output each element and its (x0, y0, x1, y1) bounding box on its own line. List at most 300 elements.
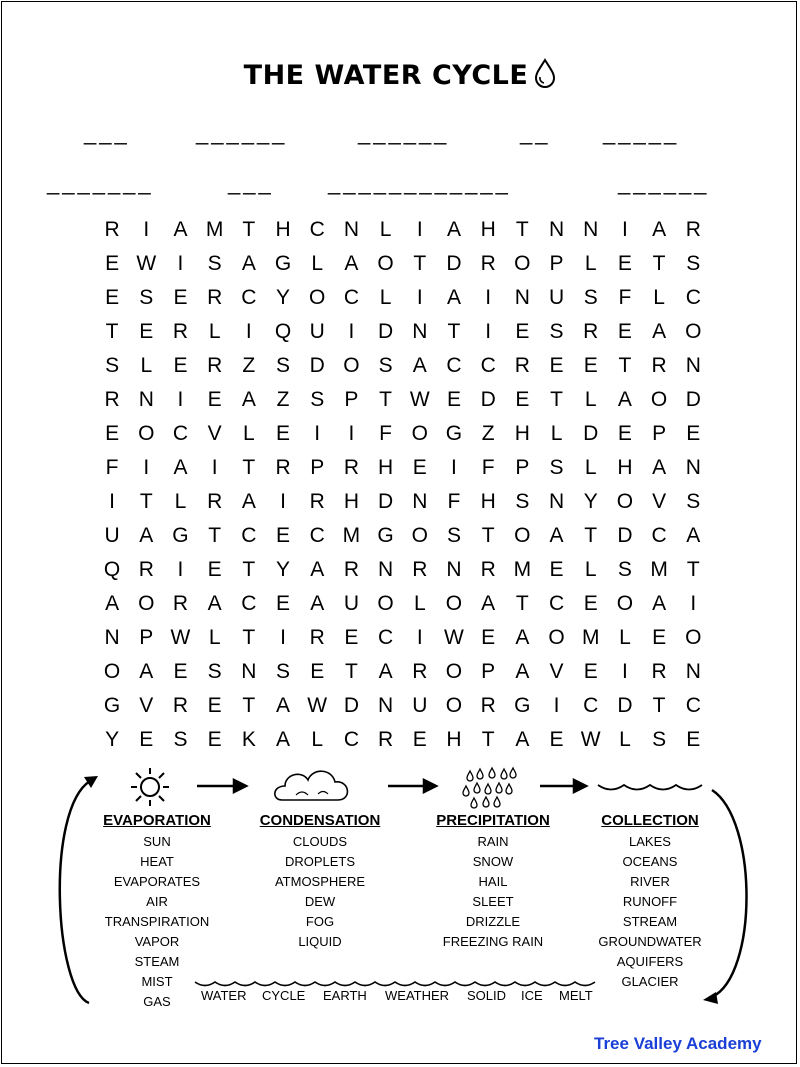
grid-letter[interactable]: Z (481, 422, 495, 445)
grid-letter[interactable]: D (617, 524, 633, 547)
grid-letter[interactable]: E (412, 728, 427, 751)
grid-letter[interactable]: O (411, 422, 428, 445)
grid-letter[interactable]: S (207, 252, 222, 275)
grid-letter[interactable]: C (172, 422, 189, 445)
grid-letter[interactable]: R (138, 558, 154, 581)
grid-letter[interactable]: T (686, 558, 700, 581)
grid-letter[interactable]: I (416, 286, 423, 309)
grid-letter[interactable]: E (583, 354, 598, 377)
grid-letter[interactable]: W (170, 626, 191, 649)
grid-letter[interactable]: N (685, 354, 701, 377)
grid-letter[interactable]: A (344, 252, 359, 275)
grid-letter[interactable]: C (583, 694, 599, 717)
grid-letter[interactable]: A (686, 524, 701, 547)
grid-letter[interactable]: T (652, 252, 666, 275)
blank[interactable]: _______ (47, 170, 154, 195)
grid-letter[interactable]: N (138, 388, 154, 411)
grid-letter[interactable]: P (652, 422, 667, 445)
grid-letter[interactable]: E (173, 660, 188, 683)
grid-letter[interactable]: L (243, 422, 255, 445)
grid-letter[interactable]: S (515, 490, 530, 513)
grid-letter[interactable]: R (480, 694, 496, 717)
grid-letter[interactable]: E (207, 558, 222, 581)
grid-letter[interactable]: G (377, 524, 394, 547)
grid-letter[interactable]: L (379, 218, 392, 241)
grid-letter[interactable]: O (616, 592, 634, 615)
grid-letter[interactable]: P (139, 626, 154, 649)
grid-letter[interactable]: C (480, 354, 496, 377)
grid-letter[interactable]: E (105, 286, 120, 309)
grid-letter[interactable]: L (550, 422, 563, 445)
grid-letter[interactable]: T (447, 320, 461, 343)
grid-letter[interactable]: E (173, 286, 188, 309)
grid-letter[interactable]: E (583, 660, 598, 683)
grid-letter[interactable]: D (685, 388, 701, 411)
grid-letter[interactable]: R (207, 354, 223, 377)
grid-letter[interactable]: C (241, 592, 257, 615)
grid-letter[interactable]: I (280, 490, 286, 513)
grid-letter[interactable]: T (139, 490, 153, 513)
blank[interactable]: ___ (228, 170, 274, 195)
grid-letter[interactable]: D (617, 694, 633, 717)
grid-letter[interactable]: A (207, 592, 222, 615)
grid-letter[interactable]: I (690, 592, 697, 615)
grid-letter[interactable]: D (446, 252, 462, 275)
grid-letter[interactable]: R (651, 660, 667, 683)
grid-letter[interactable]: T (515, 592, 529, 615)
grid-letter[interactable]: U (104, 524, 120, 547)
grid-letter[interactable]: R (480, 252, 496, 275)
grid-letter[interactable]: C (685, 286, 701, 309)
grid-letter[interactable]: N (514, 286, 530, 309)
grid-letter[interactable]: L (619, 728, 631, 751)
grid-letter[interactable]: A (310, 558, 325, 581)
blank[interactable]: ___ (84, 120, 130, 145)
blank[interactable]: ______ (358, 120, 450, 145)
grid-letter[interactable]: L (584, 456, 597, 479)
grid-letter[interactable]: M (650, 558, 668, 581)
grid-letter[interactable]: L (208, 320, 221, 343)
grid-letter[interactable]: N (412, 490, 428, 513)
grid-letter[interactable]: S (549, 456, 564, 479)
grid-letter[interactable]: O (103, 660, 121, 683)
grid-letter[interactable]: O (616, 490, 634, 513)
grid-letter[interactable]: R (343, 456, 359, 479)
grid-letter[interactable]: E (617, 252, 632, 275)
grid-letter[interactable]: A (276, 694, 291, 717)
grid-letter[interactable]: E (583, 592, 598, 615)
grid-letter[interactable]: H (275, 218, 291, 241)
grid-letter[interactable]: A (652, 320, 667, 343)
grid-letter[interactable]: T (242, 456, 256, 479)
word: LIQUID (298, 934, 342, 949)
grid-letter[interactable]: M (205, 218, 224, 241)
grid-letter[interactable]: H (446, 728, 462, 751)
grid-letter[interactable]: S (276, 354, 291, 377)
grid-letter[interactable]: Y (583, 490, 598, 513)
grid-letter[interactable]: S (173, 728, 188, 751)
grid-letter[interactable]: R (583, 320, 599, 343)
grid-letter[interactable]: C (685, 694, 701, 717)
grid-letter[interactable]: W (409, 388, 430, 411)
grid-letter[interactable]: R (172, 592, 189, 615)
grid-letter[interactable]: T (652, 694, 666, 717)
grid-letter[interactable]: O (445, 660, 463, 683)
grid-letter[interactable]: A (446, 218, 461, 241)
grid-letter[interactable]: O (138, 592, 155, 615)
grid-letter[interactable]: R (207, 286, 223, 309)
grid-letter[interactable]: A (652, 592, 667, 615)
grid-letter[interactable]: I (485, 320, 492, 343)
grid-letter[interactable]: N (412, 320, 428, 343)
grid-letter[interactable]: C (378, 626, 394, 649)
grid-letter[interactable]: T (242, 558, 256, 581)
grid-letter[interactable]: T (344, 660, 358, 683)
grid-letter[interactable]: O (685, 320, 702, 343)
grid-letter[interactable]: I (553, 694, 560, 717)
grid-letter[interactable]: T (242, 626, 256, 649)
grid-letter[interactable]: R (275, 456, 291, 479)
grid-letter[interactable]: E (105, 422, 120, 445)
grid-letter[interactable]: I (280, 626, 286, 649)
grid-letter[interactable]: T (481, 524, 495, 547)
grid-letter[interactable]: R (172, 694, 189, 717)
grid-letter[interactable]: I (416, 218, 423, 241)
grid-letter[interactable]: A (310, 592, 325, 615)
grid-letter[interactable]: G (274, 252, 292, 275)
grid-letter[interactable]: D (378, 320, 394, 343)
grid-letter[interactable]: N (378, 558, 394, 581)
grid-letter[interactable]: G (514, 694, 531, 717)
grid-letter[interactable]: O (685, 626, 702, 649)
grid-letter[interactable]: E (207, 388, 222, 411)
grid-letter[interactable]: S (139, 286, 154, 309)
grid-letter[interactable]: E (173, 354, 188, 377)
grid-letter[interactable]: R (480, 558, 496, 581)
grid-letter[interactable]: O (445, 694, 463, 717)
grid-letter[interactable]: I (143, 218, 150, 241)
grid-letter[interactable]: S (549, 320, 564, 343)
grid-letter[interactable]: C (241, 286, 257, 309)
grid-letter[interactable]: E (446, 388, 461, 411)
grid-letter[interactable]: N (685, 660, 701, 683)
grid-letter[interactable]: W (444, 626, 464, 649)
grid-letter[interactable]: D (480, 388, 496, 411)
grid-letter[interactable]: N (583, 218, 599, 241)
grid-letter[interactable]: O (411, 524, 428, 547)
grid-letter[interactable]: E (139, 320, 154, 343)
grid-letter[interactable]: L (311, 252, 324, 275)
grid-letter[interactable]: Z (242, 354, 256, 377)
grid-letter[interactable]: A (549, 524, 564, 547)
grid-letter[interactable]: Y (276, 558, 291, 581)
grid-letter[interactable]: N (548, 490, 565, 513)
grid-letter[interactable]: S (446, 524, 461, 547)
grid-letter[interactable]: R (412, 660, 428, 683)
word: CLOUDS (292, 834, 348, 849)
grid-letter[interactable]: N (548, 218, 565, 241)
blank[interactable]: ______ (196, 120, 288, 145)
grid-letter[interactable]: U (548, 286, 565, 309)
grid-letter[interactable]: E (276, 592, 291, 615)
grid-letter[interactable]: P (344, 388, 359, 411)
grid-letter[interactable]: H (343, 490, 359, 513)
grid-letter[interactable]: N (104, 626, 120, 649)
grid-letter[interactable]: H (514, 422, 530, 445)
grid-letter[interactable]: L (584, 558, 597, 581)
grid-letter[interactable]: D (309, 354, 325, 377)
grid-letter[interactable]: U (309, 320, 325, 343)
grid-letter[interactable]: C (343, 286, 359, 309)
grid-letter[interactable]: P (549, 252, 564, 275)
grid-letter[interactable]: R (104, 388, 120, 411)
grid-letter[interactable]: U (343, 592, 359, 615)
grid-letter[interactable]: A (241, 252, 256, 275)
grid-letter[interactable]: M (342, 524, 361, 547)
grid-letter[interactable]: S (583, 286, 598, 309)
grid-letter[interactable]: I (177, 388, 184, 411)
grid-letter[interactable]: O (514, 524, 531, 547)
grid-letter[interactable]: E (617, 422, 632, 445)
grid-letter[interactable]: A (139, 660, 154, 683)
grid-letter[interactable]: E (310, 660, 325, 683)
grid-letter[interactable]: Y (105, 728, 120, 751)
grid-letter[interactable]: R (378, 728, 394, 751)
grid-letter[interactable]: A (652, 456, 667, 479)
grid-letter[interactable]: A (378, 660, 393, 683)
grid-letter[interactable]: T (379, 388, 392, 411)
grid-letter[interactable]: U (412, 694, 428, 717)
grid-letter[interactable]: A (652, 218, 667, 241)
grid-letter[interactable]: F (105, 456, 119, 479)
grid-letter[interactable]: O (650, 388, 668, 411)
grid-letter[interactable]: A (105, 592, 120, 615)
grid-letter[interactable]: Q (274, 320, 292, 343)
grid-letter[interactable]: L (653, 286, 665, 309)
grid-letter[interactable]: W (307, 694, 328, 717)
grid-letter[interactable]: N (685, 456, 701, 479)
grid-letter[interactable]: V (652, 490, 667, 513)
grid-letter[interactable]: T (208, 524, 222, 547)
grid-letter[interactable]: E (139, 728, 154, 751)
grid-letter[interactable]: F (447, 490, 461, 513)
grid-letter[interactable]: R (172, 320, 189, 343)
blank[interactable]: ______ (618, 170, 710, 195)
grid-letter[interactable]: L (174, 490, 187, 513)
grid-letter[interactable]: K (241, 728, 256, 751)
grid-letter[interactable]: E (481, 626, 496, 649)
grid-letter[interactable]: C (548, 592, 565, 615)
grid-letter[interactable]: E (617, 320, 632, 343)
grid-letter[interactable]: I (416, 626, 423, 649)
grid-letter[interactable]: E (515, 388, 530, 411)
grid-letter[interactable]: I (143, 456, 150, 479)
grid-letter[interactable]: N (446, 558, 462, 581)
grid-letter[interactable]: C (651, 524, 667, 547)
grid-letter[interactable]: E (652, 626, 667, 649)
grid-letter[interactable]: F (618, 286, 632, 309)
grid-letter[interactable]: T (242, 694, 256, 717)
grid-letter[interactable]: P (481, 660, 496, 683)
grid-letter[interactable]: I (621, 660, 628, 683)
grid-letter[interactable]: N (378, 694, 394, 717)
grid-letter[interactable]: A (446, 286, 461, 309)
grid-letter[interactable]: A (412, 354, 427, 377)
grid-letter[interactable]: T (481, 728, 495, 751)
grid-letter[interactable]: E (207, 694, 222, 717)
grid-letter[interactable]: L (584, 388, 597, 411)
word: DROPLETS (284, 854, 356, 869)
grid-letter[interactable]: G (172, 524, 189, 547)
grid-letter[interactable]: H (480, 490, 496, 513)
grid-letter[interactable]: R (309, 626, 325, 649)
grid-letter[interactable]: L (584, 252, 597, 275)
grid-letter[interactable]: I (314, 422, 321, 445)
grid-letter[interactable]: S (207, 660, 222, 683)
grid-letter[interactable]: I (485, 286, 492, 309)
grid-letter[interactable]: I (211, 456, 218, 479)
grid-letter[interactable]: H (480, 218, 496, 241)
grid-letter[interactable]: V (549, 660, 564, 683)
grid-letter[interactable]: V (139, 694, 154, 717)
grid-letter[interactable]: R (685, 218, 701, 241)
grid-letter[interactable]: S (310, 388, 325, 411)
grid-letter[interactable]: O (548, 626, 565, 649)
grid-letter[interactable]: I (177, 252, 184, 275)
grid-letter[interactable]: A (515, 728, 530, 751)
grid-letter[interactable]: Z (276, 388, 290, 411)
grid-letter[interactable]: A (617, 388, 632, 411)
grid-letter[interactable]: L (140, 354, 153, 377)
grid-letter[interactable]: C (241, 524, 257, 547)
grid-letter[interactable]: L (208, 626, 221, 649)
grid-letter[interactable]: N (343, 218, 359, 241)
grid-letter[interactable]: T (584, 524, 598, 547)
grid-letter[interactable]: G (103, 694, 121, 717)
grid-letter[interactable]: E (686, 422, 701, 445)
grid-letter[interactable]: T (242, 218, 256, 241)
grid-letter[interactable]: O (377, 592, 394, 615)
grid-letter[interactable]: E (276, 422, 291, 445)
grid-letter[interactable]: F (379, 422, 392, 445)
grid-letter[interactable]: O (138, 422, 155, 445)
grid-letter[interactable]: E (515, 320, 530, 343)
grid-letter[interactable]: G (445, 422, 463, 445)
grid-letter[interactable]: A (241, 388, 256, 411)
grid-letter[interactable]: W (580, 728, 601, 751)
grid-letter[interactable]: T (413, 252, 427, 275)
grid-letter[interactable]: O (309, 286, 326, 309)
grid-letter[interactable]: N (241, 660, 257, 683)
grid-letter[interactable]: T (550, 388, 563, 411)
grid-letter[interactable]: O (445, 592, 463, 615)
grid-letter[interactable]: E (344, 626, 359, 649)
blank[interactable]: ____________ (328, 170, 511, 195)
grid-letter[interactable]: H (378, 456, 394, 479)
grid-letter[interactable]: S (686, 490, 701, 513)
grid-letter[interactable]: C (309, 524, 325, 547)
grid-letter[interactable]: R (412, 558, 428, 581)
grid-letter[interactable]: C (309, 218, 325, 241)
grid-letter[interactable]: E (276, 524, 291, 547)
grid-letter[interactable]: O (343, 354, 360, 377)
grid-letter[interactable]: D (343, 694, 359, 717)
grid-letter[interactable]: D (378, 490, 394, 513)
grid-letter[interactable]: S (652, 728, 667, 751)
grid-letter[interactable]: L (379, 286, 392, 309)
grid-letter[interactable]: S (105, 354, 120, 377)
grid-letter[interactable]: S (378, 354, 393, 377)
grid-letter[interactable]: R (343, 558, 359, 581)
grid-letter[interactable]: E (105, 252, 120, 275)
grid-letter[interactable]: E (549, 728, 564, 751)
grid-letter[interactable]: O (377, 252, 394, 275)
grid-letter[interactable]: Y (276, 286, 291, 309)
grid-letter[interactable]: P (515, 456, 530, 479)
grid-letter[interactable]: E (549, 558, 564, 581)
grid-letter[interactable]: A (515, 660, 530, 683)
grid-letter[interactable]: Q (103, 558, 121, 581)
grid-letter[interactable]: A (139, 524, 154, 547)
blank[interactable]: _____ (603, 120, 680, 145)
grid-letter[interactable]: A (515, 626, 530, 649)
grid-letter[interactable]: A (481, 592, 496, 615)
grid-letter[interactable]: T (618, 354, 632, 377)
grid-letter[interactable]: E (207, 728, 222, 751)
grid-letter[interactable]: A (276, 728, 291, 751)
grid-letter[interactable]: O (514, 252, 531, 275)
grid-letter[interactable]: L (619, 626, 631, 649)
grid-letter[interactable]: E (412, 456, 427, 479)
grid-letter[interactable]: E (686, 728, 701, 751)
grid-letter[interactable]: R (514, 354, 530, 377)
grid-letter[interactable]: A (173, 456, 188, 479)
grid-letter[interactable]: A (173, 218, 188, 241)
grid-letter[interactable]: I (245, 320, 252, 343)
grid-letter[interactable]: I (348, 320, 355, 343)
grid-letter[interactable]: M (513, 558, 532, 581)
grid-letter[interactable]: L (311, 728, 324, 751)
grid-letter[interactable]: I (109, 490, 116, 513)
grid-letter[interactable]: V (207, 422, 222, 445)
grid-letter[interactable]: C (446, 354, 462, 377)
grid-letter[interactable]: I (348, 422, 355, 445)
blank[interactable]: __ (520, 120, 551, 145)
grid-letter[interactable]: S (617, 558, 632, 581)
grid-letter[interactable]: T (515, 218, 529, 241)
grid-letter[interactable]: M (581, 626, 600, 649)
grid-letter[interactable]: W (136, 252, 157, 275)
grid-letter[interactable]: R (207, 490, 223, 513)
grid-letter[interactable]: S (276, 660, 291, 683)
grid-letter[interactable]: R (309, 490, 325, 513)
grid-letter[interactable]: C (343, 728, 359, 751)
grid-letter[interactable]: L (413, 592, 426, 615)
grid-letter[interactable]: S (686, 252, 701, 275)
grid-letter[interactable]: I (177, 558, 184, 581)
grid-letter[interactable]: A (241, 490, 256, 513)
grid-letter[interactable]: E (549, 354, 564, 377)
grid-letter[interactable]: R (651, 354, 667, 377)
grid-letter[interactable]: R (104, 218, 120, 241)
grid-letter[interactable]: H (617, 456, 633, 479)
grid-letter[interactable]: F (481, 456, 495, 479)
grid-letter[interactable]: I (621, 218, 628, 241)
grid-letter[interactable]: I (451, 456, 457, 479)
grid-letter[interactable]: D (583, 422, 599, 445)
grid-letter[interactable]: T (105, 320, 119, 343)
grid-letter[interactable]: P (310, 456, 325, 479)
